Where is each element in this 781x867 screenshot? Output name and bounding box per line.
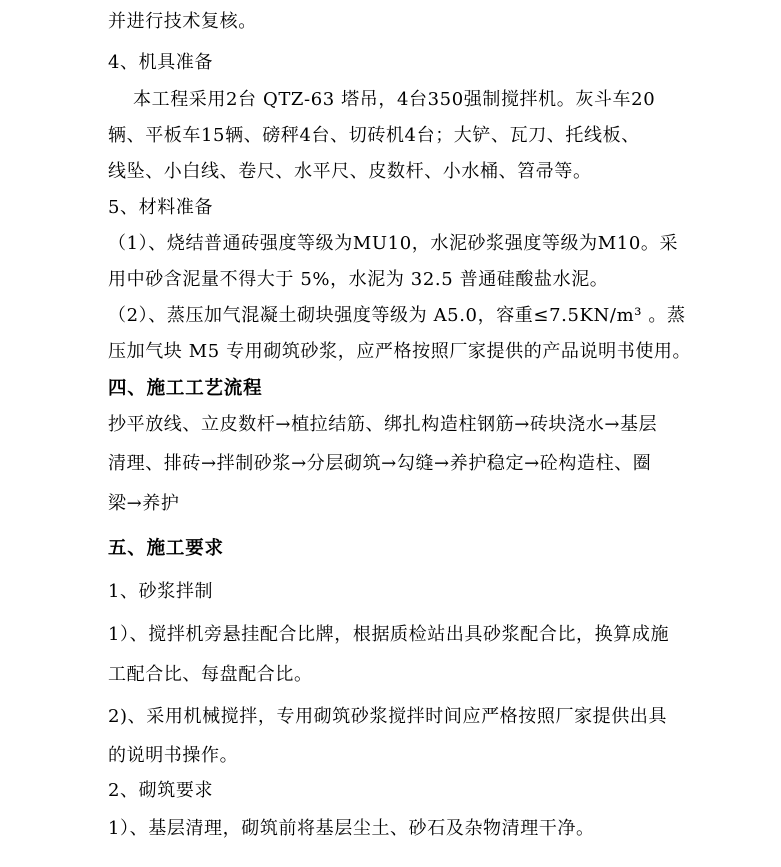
paragraph-line: 压加气块 M5 专用砌筑砂浆，应严格按照厂家提供的产品说明书使用。 bbox=[108, 341, 692, 362]
section-heading: 1、砂浆拌制 bbox=[108, 581, 214, 602]
paragraph-line: 本工程采用2台 QTZ-63 塔吊，4台350强制搅拌机。灰斗车20 bbox=[133, 89, 656, 110]
chapter-heading: 四、施工工艺流程 bbox=[108, 378, 263, 399]
paragraph-line: （1）、烧结普通砖强度等级为MU10，水泥砂浆强度等级为M10。采 bbox=[108, 233, 679, 254]
section-heading: 5、材料准备 bbox=[108, 197, 214, 218]
paragraph-line: （2）、蒸压加气混凝土砌块强度等级为 A5.0，容重≤7.5KN/m³ 。蒸 bbox=[108, 305, 686, 326]
paragraph-line: 线坠、小白线、卷尺、水平尺、皮数杆、小水桶、笤帚等。 bbox=[108, 161, 592, 182]
paragraph-line: 1）、搅拌机旁悬挂配合比牌，根据质检站出具砂浆配合比，换算成施 bbox=[108, 624, 670, 645]
paragraph-line: 抄平放线、立皮数杆→植拉结筋、绑扎构造柱钢筋→砖块浇水→基层 bbox=[108, 414, 658, 435]
section-heading: 4、机具准备 bbox=[108, 52, 214, 73]
paragraph-line: 梁→养护 bbox=[108, 493, 180, 514]
paragraph-line: 1）、基层清理，砌筑前将基层尘土、砂石及杂物清理干净。 bbox=[108, 818, 595, 839]
paragraph-line: 并进行技术复核。 bbox=[108, 11, 257, 32]
paragraph-line: 清理、排砖→拌制砂浆→分层砌筑→勾缝→养护稳定→砼构造柱、圈 bbox=[108, 453, 652, 474]
chapter-heading: 五、施工要求 bbox=[108, 538, 224, 559]
section-heading: 2、砌筑要求 bbox=[108, 780, 214, 801]
paragraph-line: 用中砂含泥量不得大于 5%，水泥为 32.5 普通硅酸盐水泥。 bbox=[108, 269, 609, 290]
paragraph-line: 工配合比、每盘配合比。 bbox=[108, 664, 313, 685]
paragraph-line: 辆、平板车15辆、磅秤4台、切砖机4台；大铲、瓦刀、托线板、 bbox=[108, 125, 640, 146]
paragraph-line: 的说明书操作。 bbox=[108, 745, 239, 766]
paragraph-line: 2)、采用机械搅拌，专用砌筑砂浆搅拌时间应严格按照厂家提供出具 bbox=[108, 706, 668, 727]
